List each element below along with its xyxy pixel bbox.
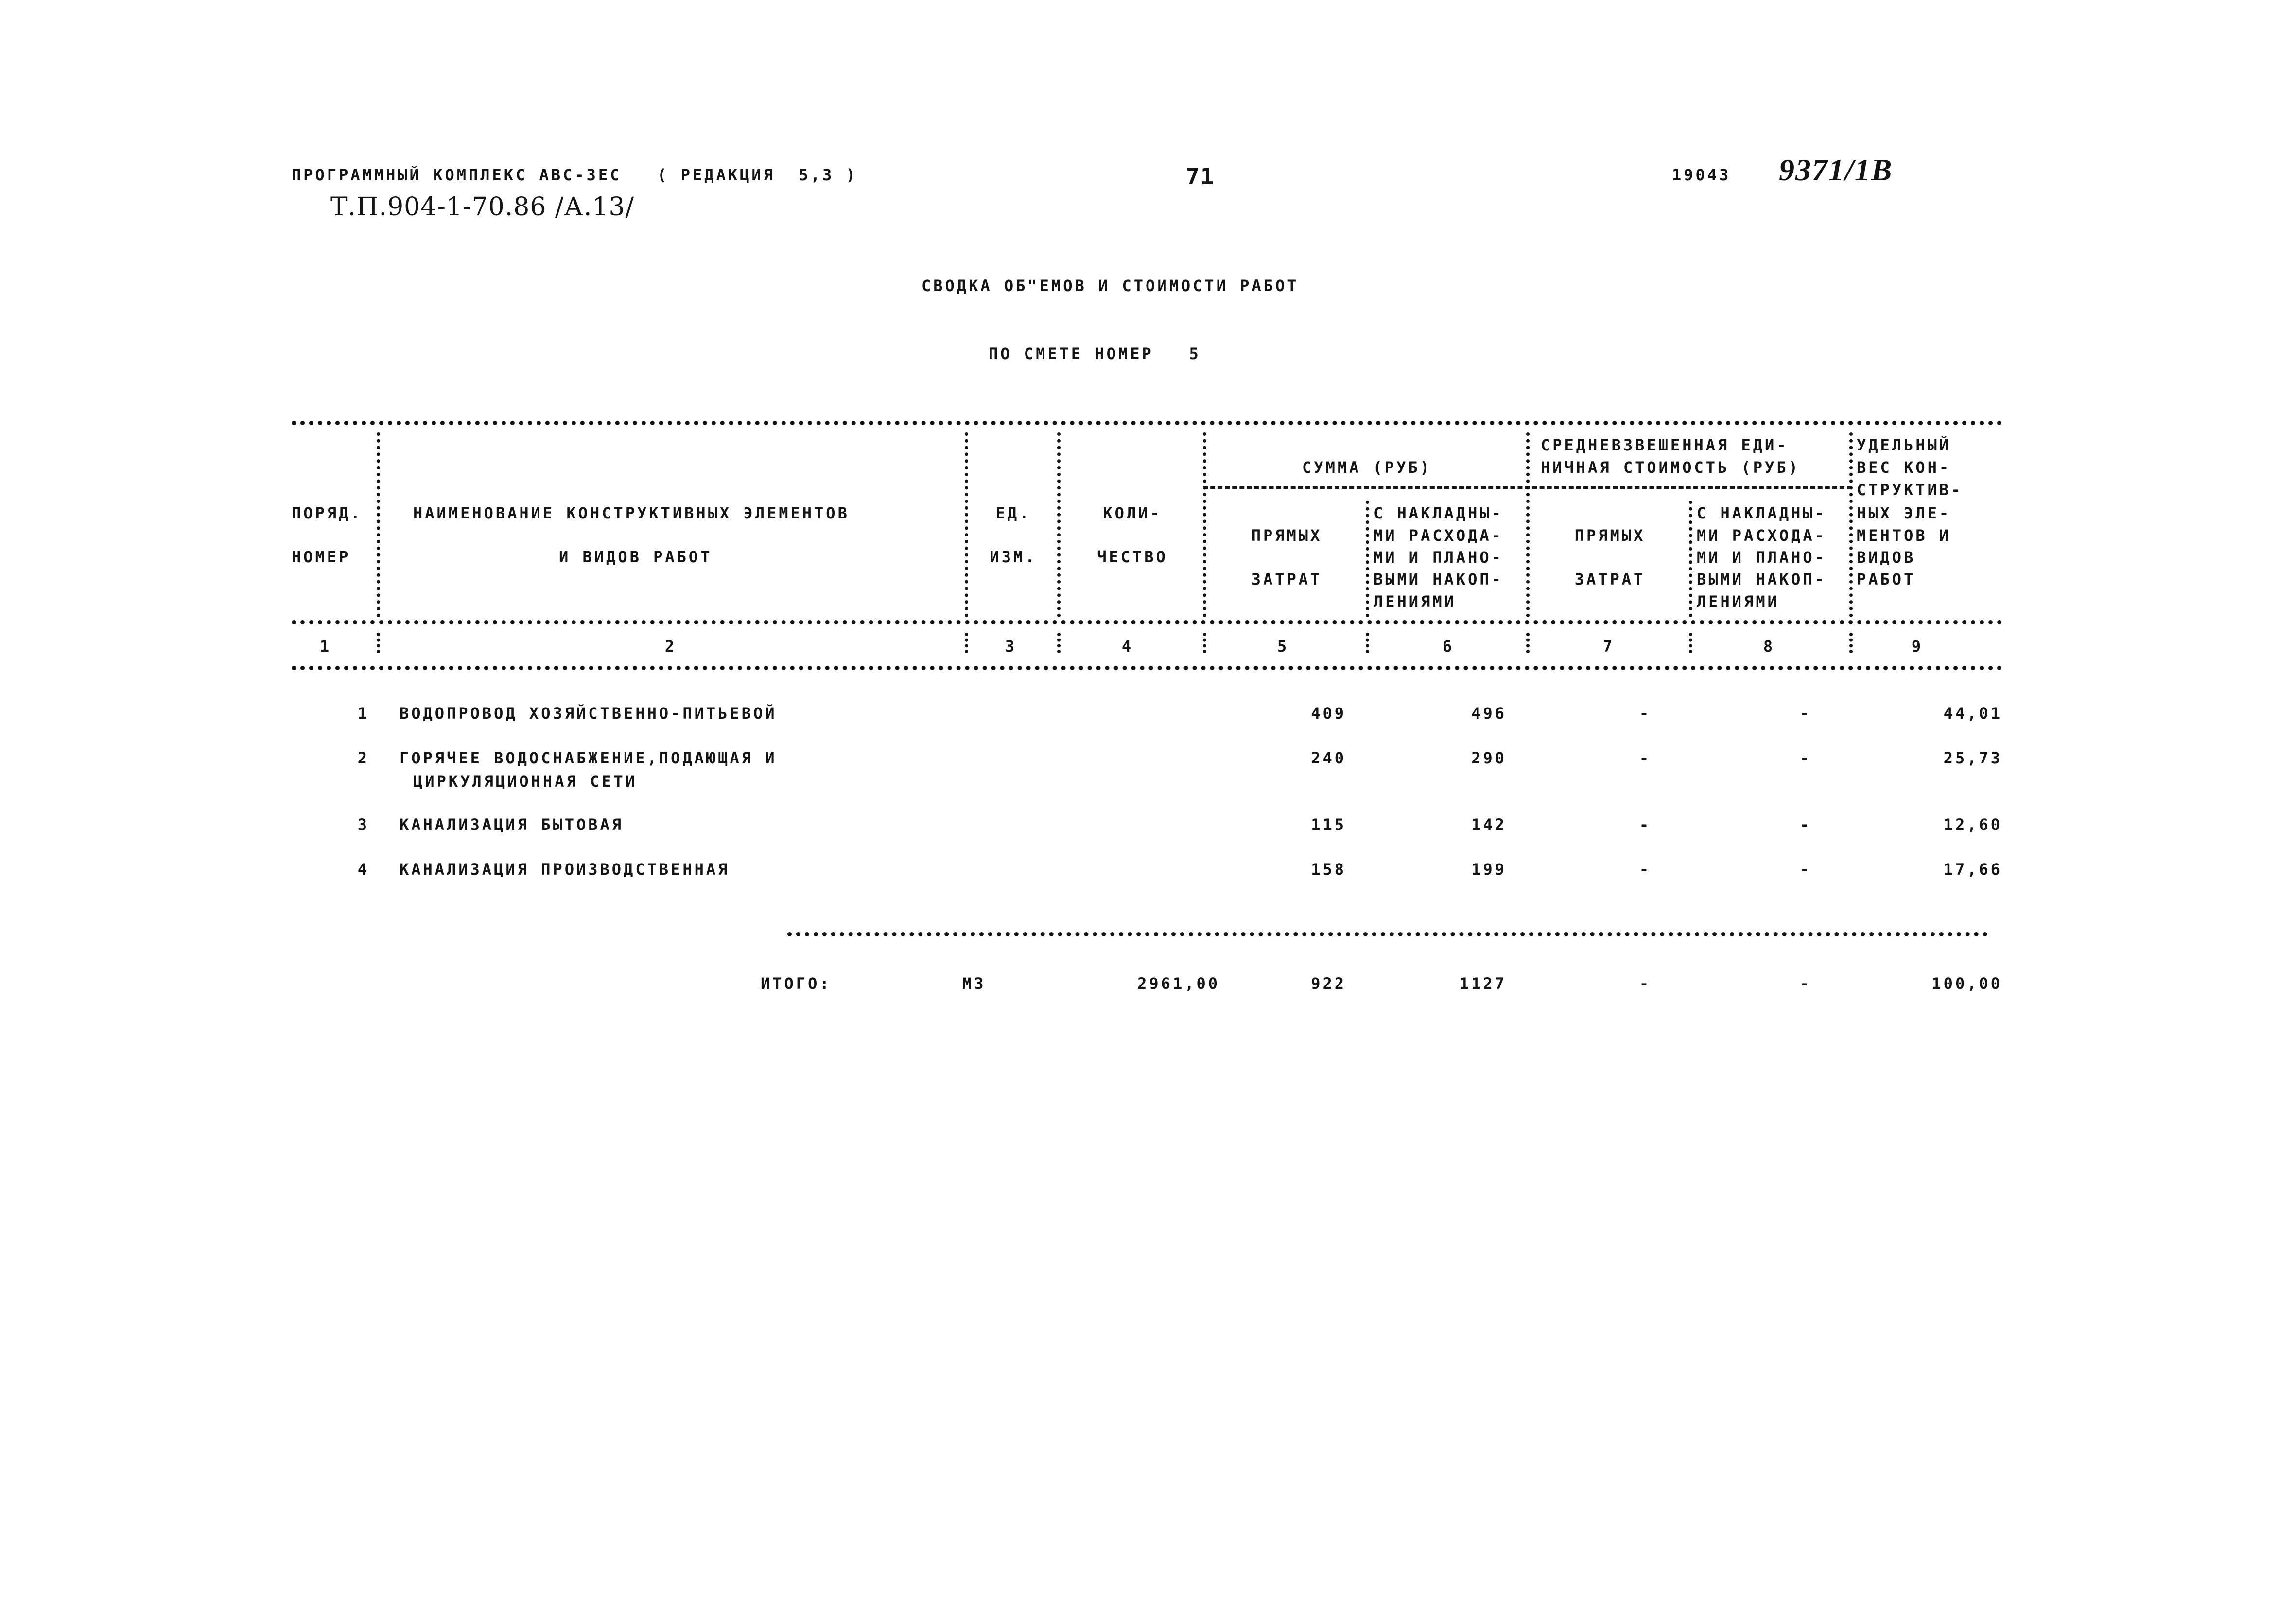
vsep-4 <box>1203 432 1206 617</box>
col8-header-line3: МИ И ПЛАНО- <box>1697 548 1826 567</box>
row-avg-overhead: - <box>1799 860 1812 879</box>
row-name-continued: ЦИРКУЛЯЦИОННАЯ СЕТИ <box>413 772 638 791</box>
col-number-7: 7 <box>1602 637 1615 656</box>
row-avg-direct: - <box>1639 815 1652 834</box>
total-unit: М3 <box>962 974 986 993</box>
col9-header-line2: ВЕС КОН- <box>1857 458 1951 477</box>
row-avg-overhead: - <box>1799 704 1812 723</box>
row-number: 2 <box>357 749 369 767</box>
page-number: 71 <box>1186 163 1215 190</box>
col6-header-line2: МИ РАСХОДА- <box>1374 526 1503 545</box>
col4-header-line2: ЧЕСТВО <box>1097 548 1168 566</box>
col9-header-line4: НЫХ ЭЛЕ- <box>1857 504 1951 522</box>
col6-header-line3: МИ И ПЛАНО- <box>1374 548 1503 567</box>
row-share: 44,01 <box>1943 704 2002 723</box>
col9-header-line1: УДЕЛЬНЫЙ <box>1857 436 1951 454</box>
total-label: ИТОГО: <box>761 974 832 993</box>
col4-header-line1: КОЛИ- <box>1103 504 1162 522</box>
row-overhead: 142 <box>1471 815 1507 834</box>
col8-header-line5: ЛЕНИЯМИ <box>1697 592 1779 611</box>
col5-header-line2: ЗАТРАТ <box>1251 570 1322 588</box>
col1-header-line2: НОМЕР <box>292 548 351 566</box>
col-number-3: 3 <box>1005 637 1017 656</box>
col1-header-line1: ПОРЯД. <box>292 504 363 522</box>
col8-header-line1: С НАКЛАДНЫ- <box>1697 504 1826 522</box>
col-number-5: 5 <box>1277 637 1289 656</box>
col8-header-line2: МИ РАСХОДА- <box>1697 526 1826 545</box>
total-quantity: 2961,00 <box>1137 974 1220 993</box>
typed-ref: Т.П.904-1-70.86 /А.13/ <box>330 192 635 222</box>
program-header: ПРОГРАММНЫЙ КОМПЛЕКС АВС-ЗЕС ( РЕДАКЦИЯ 5,3 ) <box>292 166 858 184</box>
avg-group-header-line1: СРЕДНЕВЗВЕШЕННАЯ ЕДИ- <box>1541 436 1789 454</box>
header-bottom-rule <box>292 620 2002 624</box>
vsep-5 <box>1366 501 1369 617</box>
row-name: ВОДОПРОВОД ХОЗЯЙСТВЕННО-ПИТЬЕВОЙ <box>400 704 777 723</box>
doc-subtitle: ПО СМЕТЕ НОМЕР 5 <box>989 345 1201 363</box>
vsep-1 <box>377 432 380 617</box>
col3-header-line2: ИЗМ. <box>990 548 1037 566</box>
col6-header-line4: ВЫМИ НАКОП- <box>1374 570 1503 588</box>
row-direct: 158 <box>1311 860 1346 879</box>
col6-header-line5: ЛЕНИЯМИ <box>1374 592 1456 611</box>
total-direct: 922 <box>1311 974 1346 993</box>
total-rule <box>787 932 1988 936</box>
doc-title: СВОДКА ОБ"ЕМОВ И СТОИМОСТИ РАБОТ <box>922 276 1299 295</box>
row-avg-direct: - <box>1639 704 1652 723</box>
col-number-8: 8 <box>1763 637 1775 656</box>
col5-header-line1: ПРЯМЫХ <box>1251 526 1322 545</box>
total-avg-overhead: - <box>1799 974 1812 993</box>
table-top-rule <box>292 421 2002 425</box>
col-number-1: 1 <box>319 637 332 656</box>
vsep-num-5 <box>1366 633 1369 653</box>
col7-header-line1: ПРЯМЫХ <box>1574 526 1646 545</box>
vsep-num-4 <box>1203 633 1206 653</box>
row-avg-direct: - <box>1639 860 1652 879</box>
col3-header-line1: ЕД. <box>995 504 1031 522</box>
total-overhead: 1127 <box>1459 974 1507 993</box>
vsep-num-6 <box>1526 633 1530 653</box>
col9-header-line5: МЕНТОВ И <box>1857 526 1951 545</box>
vsep-7 <box>1689 501 1692 617</box>
row-name: КАНАЛИЗАЦИЯ БЫТОВАЯ <box>400 815 624 834</box>
row-avg-direct: - <box>1639 749 1652 767</box>
row-direct: 240 <box>1311 749 1346 767</box>
vsep-num-3 <box>1057 633 1061 653</box>
vsep-2 <box>965 432 968 617</box>
row-number: 4 <box>357 860 369 879</box>
col9-header-line7: РАБОТ <box>1857 570 1916 588</box>
col2-header-line2: И ВИДОВ РАБОТ <box>559 548 713 566</box>
row-direct: 409 <box>1311 704 1346 723</box>
column-numbers-rule <box>292 666 2002 670</box>
row-overhead: 290 <box>1471 749 1507 767</box>
vsep-num-8 <box>1849 633 1853 653</box>
col-number-4: 4 <box>1121 637 1134 656</box>
vsep-num-1 <box>377 633 380 653</box>
col9-header-line6: ВИДОВ <box>1857 548 1916 567</box>
row-name: ГОРЯЧЕЕ ВОДОСНАБЖЕНИЕ,ПОДАЮЩАЯ И <box>400 749 777 767</box>
vsep-6 <box>1526 432 1530 617</box>
handwritten-ref: 9371/1В <box>1779 153 1893 187</box>
row-number: 1 <box>357 704 369 723</box>
summa-group-header: СУММА (РУБ) <box>1302 458 1432 477</box>
col2-header-line1: НАИМЕНОВАНИЕ КОНСТРУКТИВНЫХ ЭЛЕМЕНТОВ <box>413 504 850 522</box>
vsep-8 <box>1849 432 1853 617</box>
col-number-6: 6 <box>1442 637 1455 656</box>
doc-code: 19043 <box>1672 166 1731 184</box>
row-avg-overhead: - <box>1799 815 1812 834</box>
total-avg-direct: - <box>1639 974 1652 993</box>
avg-group-header-line2: НИЧНАЯ СТОИМОСТЬ (РУБ) <box>1541 458 1800 477</box>
row-share: 17,66 <box>1943 860 2002 879</box>
row-overhead: 199 <box>1471 860 1507 879</box>
row-share: 25,73 <box>1943 749 2002 767</box>
col6-header-line1: С НАКЛАДНЫ- <box>1374 504 1503 522</box>
vsep-3 <box>1057 432 1061 617</box>
col8-header-line4: ВЫМИ НАКОП- <box>1697 570 1826 588</box>
row-number: 3 <box>357 815 369 834</box>
row-share: 12,60 <box>1943 815 2002 834</box>
total-share: 100,00 <box>1931 974 2002 993</box>
vsep-num-2 <box>965 633 968 653</box>
col9-header-line3: СТРУКТИВ- <box>1857 481 1963 499</box>
row-avg-overhead: - <box>1799 749 1812 767</box>
row-name: КАНАЛИЗАЦИЯ ПРОИЗВОДСТВЕННАЯ <box>400 860 730 879</box>
col-number-2: 2 <box>664 637 677 656</box>
row-direct: 115 <box>1311 815 1346 834</box>
vsep-num-7 <box>1689 633 1692 653</box>
row-overhead: 496 <box>1471 704 1507 723</box>
col7-header-line2: ЗАТРАТ <box>1574 570 1646 588</box>
col-number-9: 9 <box>1911 637 1924 656</box>
